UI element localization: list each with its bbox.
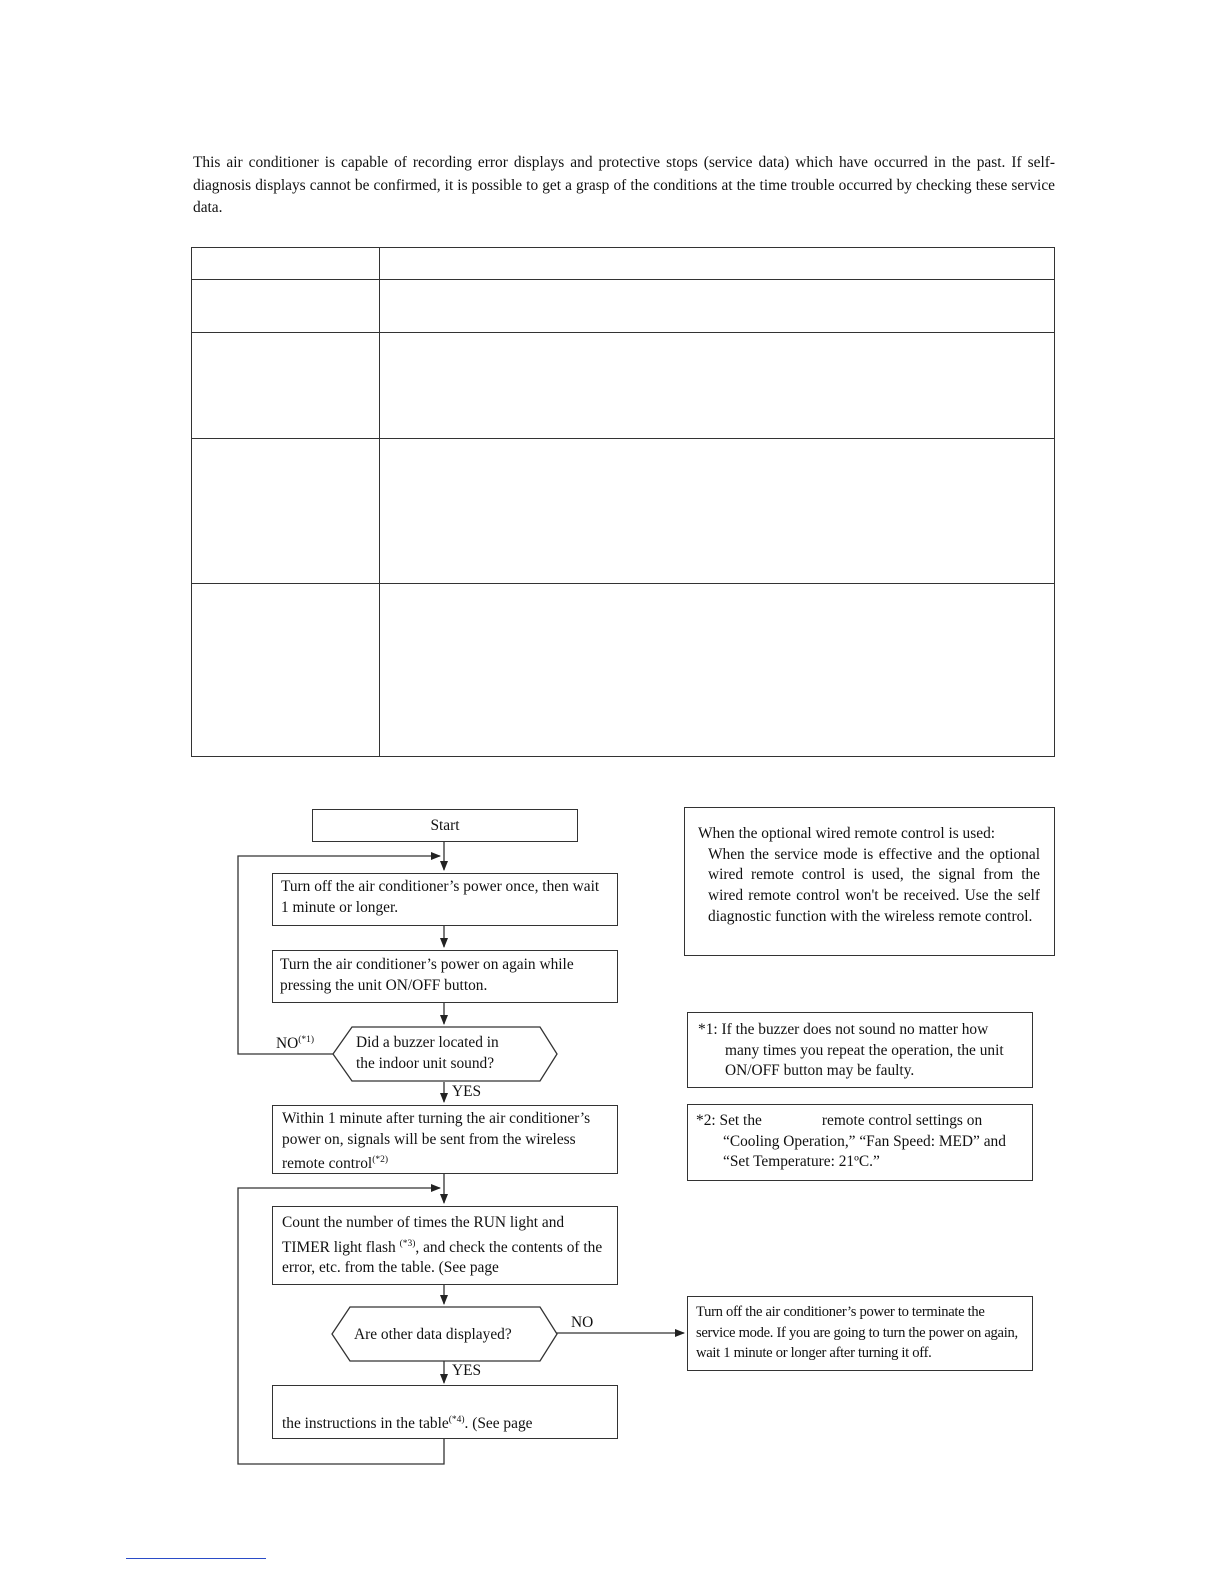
terminate-box: [687, 1296, 1033, 1371]
yes1-label: YES: [452, 1083, 482, 1100]
note1-box: [687, 1012, 1033, 1088]
note2-a: Set the: [719, 1112, 762, 1129]
start-label: Start: [430, 817, 460, 834]
step2-box: [272, 950, 618, 1003]
terminate-text: Turn off the air conditioner’s power to terminate the service mode. If you are going to turn the power on again, wait 1 minute or longer after turning it off.: [696, 1304, 1018, 1361]
decision2-text: Are other data displayed?: [354, 1326, 512, 1343]
wired-remote-note: [684, 807, 1055, 956]
step5-ref: (*4): [448, 1415, 465, 1425]
step3-ref: (*2): [372, 1155, 389, 1166]
decision1-line2: the indoor unit sound?: [356, 1055, 495, 1072]
step3-box: [272, 1105, 618, 1174]
note2-b: remote control settings on “Cooling Operation,” “Fan Speed: MED” and “Set Temperature: 21ºC.”: [723, 1112, 1006, 1171]
start-box: [312, 809, 578, 842]
wired-note-body: When the service mode is effective and the optional wired remote control is used, the signal from the wired remote control won't be received. Use the self diagnostic function with the wireless remote control.: [708, 845, 1040, 925]
intro-paragraph: This air conditioner is capable of recording error displays and protective stops (service data) which have occurred in the past. If self-diagnosis displays cannot be confirmed, it is possible to get a grasp of the conditions at the time trouble occurred by checking these service data.: [193, 154, 1055, 216]
note2-text: [696, 1111, 1026, 1173]
no2-label: NO: [571, 1314, 594, 1331]
note1-body: If the buzzer does not sound no matter how many times you repeat the operation, the unit ON/OFF button may be faulty.: [721, 1021, 1004, 1080]
note2-tag: *2:: [696, 1112, 716, 1129]
step4-text-b: , and check the contents of the error, etc. from the table. (See page: [282, 1238, 603, 1277]
step3-text: Within 1 minute after turning the air conditioner’s power on, signals will be sent from the wireless remote control: [282, 1110, 591, 1173]
no1-text: NO: [276, 1035, 299, 1052]
no1-label: [276, 1030, 314, 1054]
step1-box: [272, 873, 618, 926]
no1-ref: (*1): [298, 1035, 315, 1045]
decision1-text: [356, 1033, 499, 1074]
step5-text-b: . (See page: [464, 1415, 533, 1432]
note1-tag: *1:: [698, 1021, 718, 1038]
yes2-label: YES: [452, 1362, 482, 1379]
decision1-line1: Did a buzzer located in: [356, 1034, 499, 1051]
footer-link-underline: [126, 1558, 266, 1559]
step4-text-a: Count the number of times the RUN light and TIMER light flash: [282, 1214, 565, 1256]
step2-text: Turn the air conditioner’s power on again while pressing the unit ON/OFF button.: [280, 956, 574, 994]
note1-text: [698, 1020, 1026, 1082]
wired-note-title: When the optional wired remote control is used:: [698, 825, 996, 842]
step5-box: [272, 1385, 618, 1439]
step5-text-a: the instructions in the table: [282, 1415, 449, 1432]
step4-ref: (*3): [399, 1238, 416, 1249]
step4-box: [272, 1206, 618, 1285]
step1-text: Turn off the air conditioner’s power once, then wait 1 minute or longer.: [281, 878, 600, 916]
note2-box: [687, 1104, 1033, 1181]
